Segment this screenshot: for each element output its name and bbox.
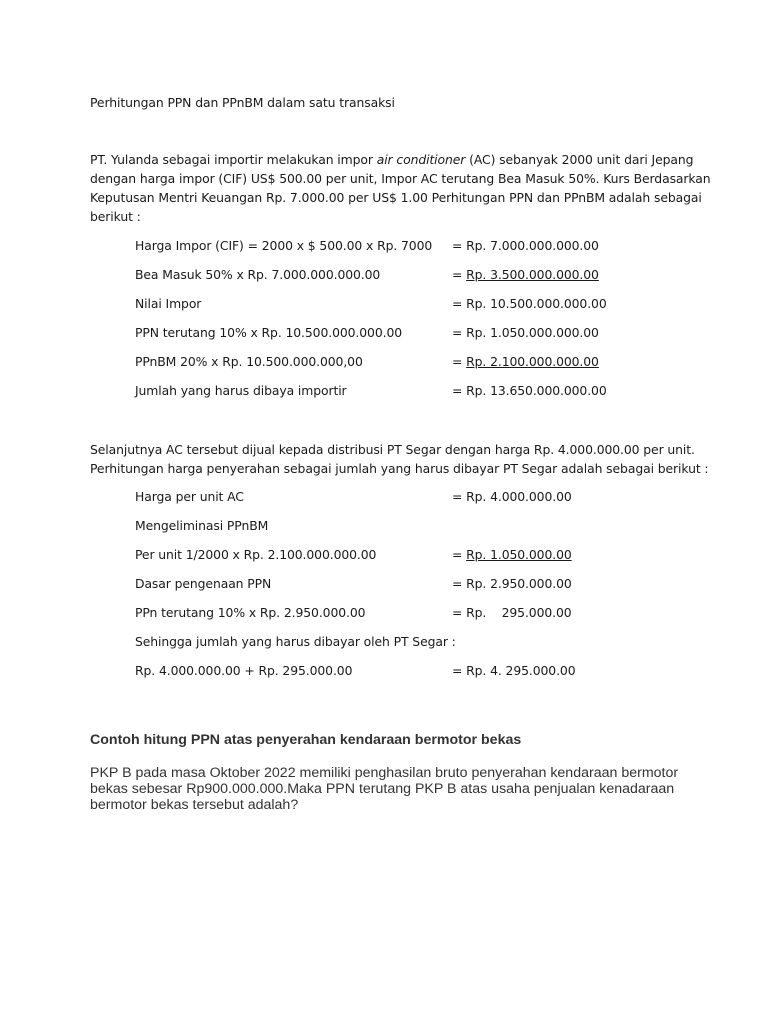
calc-row <box>0 632 768 651</box>
calc-amount: Rp. 10.500.000.000.00 <box>466 296 607 311</box>
section-line-1: PKP B pada masa Oktober 2022 memiliki penghasilan bruto penyerahan kendaraan bermotor <box>90 765 679 781</box>
calc-label: PPN terutang 10% x Rp. 10.500.000.000.00 <box>135 325 403 340</box>
calc-label: PPnBM 20% x Rp. 10.500.000.000,00 <box>135 354 363 369</box>
calc-value <box>452 236 599 255</box>
calc-label: Harga Impor (CIF) = 2000 x $ 500.00 x Rp. 7000 <box>135 238 433 253</box>
calc-row <box>0 352 768 371</box>
calc-amount: Rp. 295.000.00 <box>466 605 572 620</box>
intro-italic-term: air conditioner <box>376 152 466 167</box>
calc-amount: Rp. 2.950.000.00 <box>466 576 572 591</box>
intro-line-4: berikut : <box>90 209 141 224</box>
calc-equals: = <box>452 605 467 620</box>
calc-equals: = <box>452 267 467 282</box>
intro-line-1-end: (AC) sebanyak 2000 unit dari Jepang <box>465 152 694 167</box>
calc-value <box>452 603 572 622</box>
calc-label: PPn terutang 10% x Rp. 2.950.000.00 <box>135 605 366 620</box>
calc-row <box>0 545 768 564</box>
intro-paragraph <box>90 150 711 226</box>
calc-value <box>452 323 599 342</box>
intro-line-3: Keputusan Mentri Keuangan Rp. 7.000.00 per US$ 1.00 Perhitungan PPN dan PPnBM adalah sebagai <box>90 190 702 205</box>
calc-value <box>452 487 572 506</box>
calc-equals: = <box>452 296 467 311</box>
calc-equals: = <box>452 489 467 504</box>
calc-label: Harga per unit AC <box>135 489 244 504</box>
calc-value <box>452 545 572 564</box>
calc-amount: Rp. 3.500.000.000.00 <box>466 267 599 282</box>
calc-label: Bea Masuk 50% x Rp. 7.000.000.000.00 <box>135 267 381 282</box>
intro-line-2: dengan harga impor (CIF) US$ 500.00 per unit, Impor AC terutang Bea Masuk 50%. Kurs Berdasarkan <box>90 171 711 186</box>
calc-amount: Rp. 2.100.000.000.00 <box>466 354 599 369</box>
section-line-2: bekas sebesar Rp900.000.000.Maka PPN terutang PKP B atas usaha penjualan kenadaraan <box>90 781 675 797</box>
calc-label: Nilai Impor <box>135 296 202 311</box>
section-heading: Contoh hitung PPN atas penyerahan kendaraan bermotor bekas <box>90 732 522 748</box>
calc-equals: = <box>452 383 467 398</box>
calc-equals: = <box>452 576 467 591</box>
calc-value <box>452 661 575 680</box>
intro-line-1 <box>90 150 694 169</box>
calc-row <box>0 661 768 680</box>
calc-row <box>0 574 768 593</box>
calc-amount: Rp. 1.050.000.00 <box>466 547 572 562</box>
calc-amount: Rp. 1.050.000.000.00 <box>466 325 599 340</box>
calc-label: Mengeliminasi PPnBM <box>135 518 269 533</box>
calc-label: Rp. 4.000.000.00 + Rp. 295.000.00 <box>135 663 353 678</box>
calc-value <box>452 352 599 371</box>
calc-amount: Rp. 4.000.000.00 <box>466 489 572 504</box>
calc-row <box>0 294 768 313</box>
middle-paragraph <box>90 440 709 478</box>
section-paragraph <box>90 765 678 813</box>
calc-label: Jumlah yang harus dibaya importir <box>135 383 347 398</box>
calc-amount: Rp. 7.000.000.000.00 <box>466 238 599 253</box>
calc-amount: Rp. 4. 295.000.00 <box>466 663 576 678</box>
calc-amount: Rp. 13.650.000.000.00 <box>466 383 607 398</box>
section-line-3: bermotor bekas tersebut adalah? <box>90 797 299 813</box>
calc-equals: = <box>452 238 467 253</box>
calc-label: Per unit 1/2000 x Rp. 2.100.000.000.00 <box>135 547 377 562</box>
calc-row <box>0 265 768 284</box>
calc-label: Sehingga jumlah yang harus dibayar oleh PT Segar : <box>135 634 456 649</box>
middle-line-2: Perhitungan harga penyerahan sebagai jumlah yang harus dibayar PT Segar adalah sebagai berikut : <box>90 461 709 476</box>
calc-row <box>0 603 768 622</box>
calc-label: Dasar pengenaan PPN <box>135 576 272 591</box>
page-title: Perhitungan PPN dan PPnBM dalam satu transaksi <box>90 95 395 110</box>
calc-row <box>0 516 768 535</box>
middle-line-1: Selanjutnya AC tersebut dijual kepada distribusi PT Segar dengan harga Rp. 4.000.000.00 per unit. <box>90 442 695 457</box>
intro-line-1-start: PT. Yulanda sebagai importir melakukan impor <box>90 152 377 167</box>
calc-value <box>452 381 607 400</box>
calc-equals: = <box>452 354 467 369</box>
calc-value <box>452 265 599 284</box>
calc-row <box>0 381 768 400</box>
calc-value <box>452 574 572 593</box>
calc-equals: = <box>452 325 467 340</box>
calc-value <box>452 294 607 313</box>
calc-row <box>0 487 768 506</box>
calc-row <box>0 323 768 342</box>
calc-equals: = <box>452 547 467 562</box>
calc-equals: = <box>452 663 467 678</box>
calc-row <box>0 236 768 255</box>
